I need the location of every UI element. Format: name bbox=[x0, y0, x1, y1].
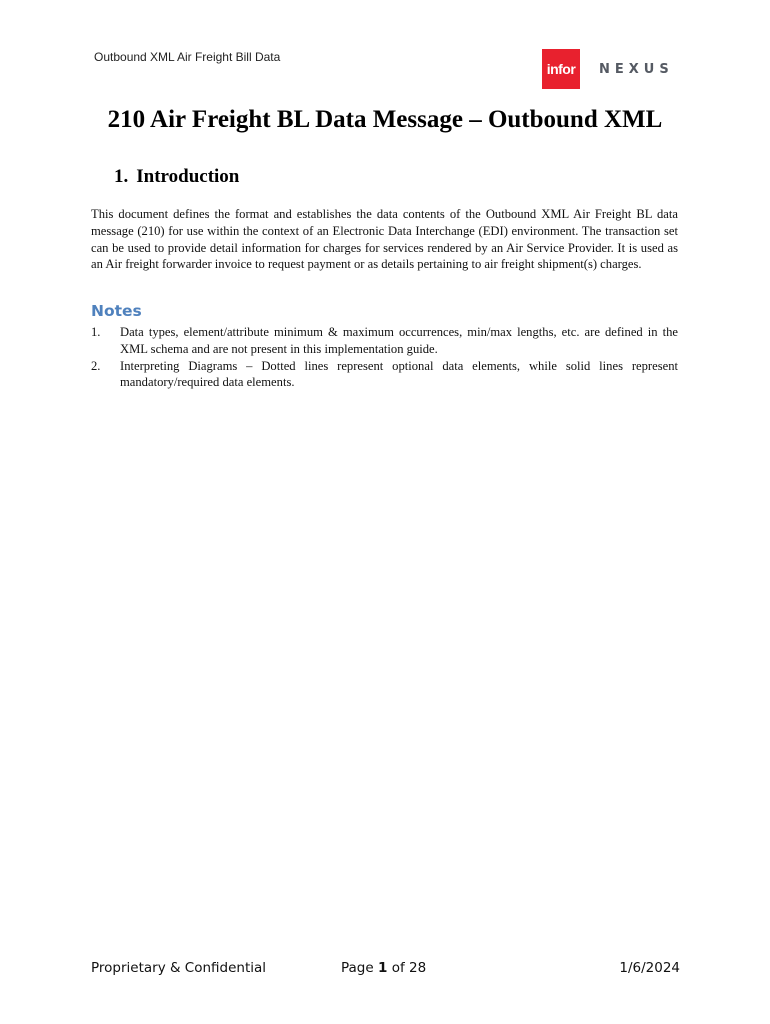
footer-date: 1/6/2024 bbox=[619, 960, 680, 976]
infor-nexus-logo bbox=[542, 49, 674, 89]
notes-list bbox=[91, 324, 678, 391]
running-header: Outbound XML Air Freight Bill Data bbox=[94, 50, 281, 64]
section-title: Introduction bbox=[136, 166, 240, 187]
page-total: 28 bbox=[409, 960, 427, 976]
document-title: 210 Air Freight BL Data Message – Outbound XML bbox=[107, 106, 663, 133]
list-marker: 2. bbox=[91, 358, 101, 373]
footer-page-number bbox=[341, 960, 426, 976]
list-marker: 1. bbox=[91, 325, 101, 339]
notes-list-item bbox=[91, 358, 678, 392]
page-prefix: Page bbox=[341, 960, 374, 976]
infor-logo-icon: infor bbox=[542, 49, 580, 89]
page-current: 1 bbox=[377, 960, 388, 976]
notes-list-item bbox=[91, 324, 678, 358]
page-of: of bbox=[391, 960, 405, 976]
note-text: Interpreting Diagrams – Dotted lines represent optional data elements, while solid lines represent mandatory/required data elements. bbox=[120, 358, 678, 390]
notes-heading: Notes bbox=[91, 302, 142, 320]
section-heading-introduction bbox=[114, 166, 239, 188]
introduction-paragraph: This document defines the format and establishes the data contents of the Outbound XML Air Freight BL data message (210) for use within the context of an Electronic Data Interchange (EDI) environment. The transaction set can be used to provide detail information for charges for services rendered by an Air Service Provider. It is used as an Air freight forwarder invoice to request payment or as details pertaining to air freight shipment(s) charges. bbox=[91, 207, 678, 272]
nexus-wordmark: NEXUS bbox=[599, 61, 674, 77]
section-number: 1. bbox=[114, 166, 129, 187]
footer-confidential: Proprietary & Confidential bbox=[91, 960, 267, 976]
note-text: Data types, element/attribute minimum & maximum occurrences, min/max lengths, etc. are defined in the XML schema and are not present in this implementation guide. bbox=[120, 325, 678, 356]
page-footer bbox=[91, 960, 680, 980]
